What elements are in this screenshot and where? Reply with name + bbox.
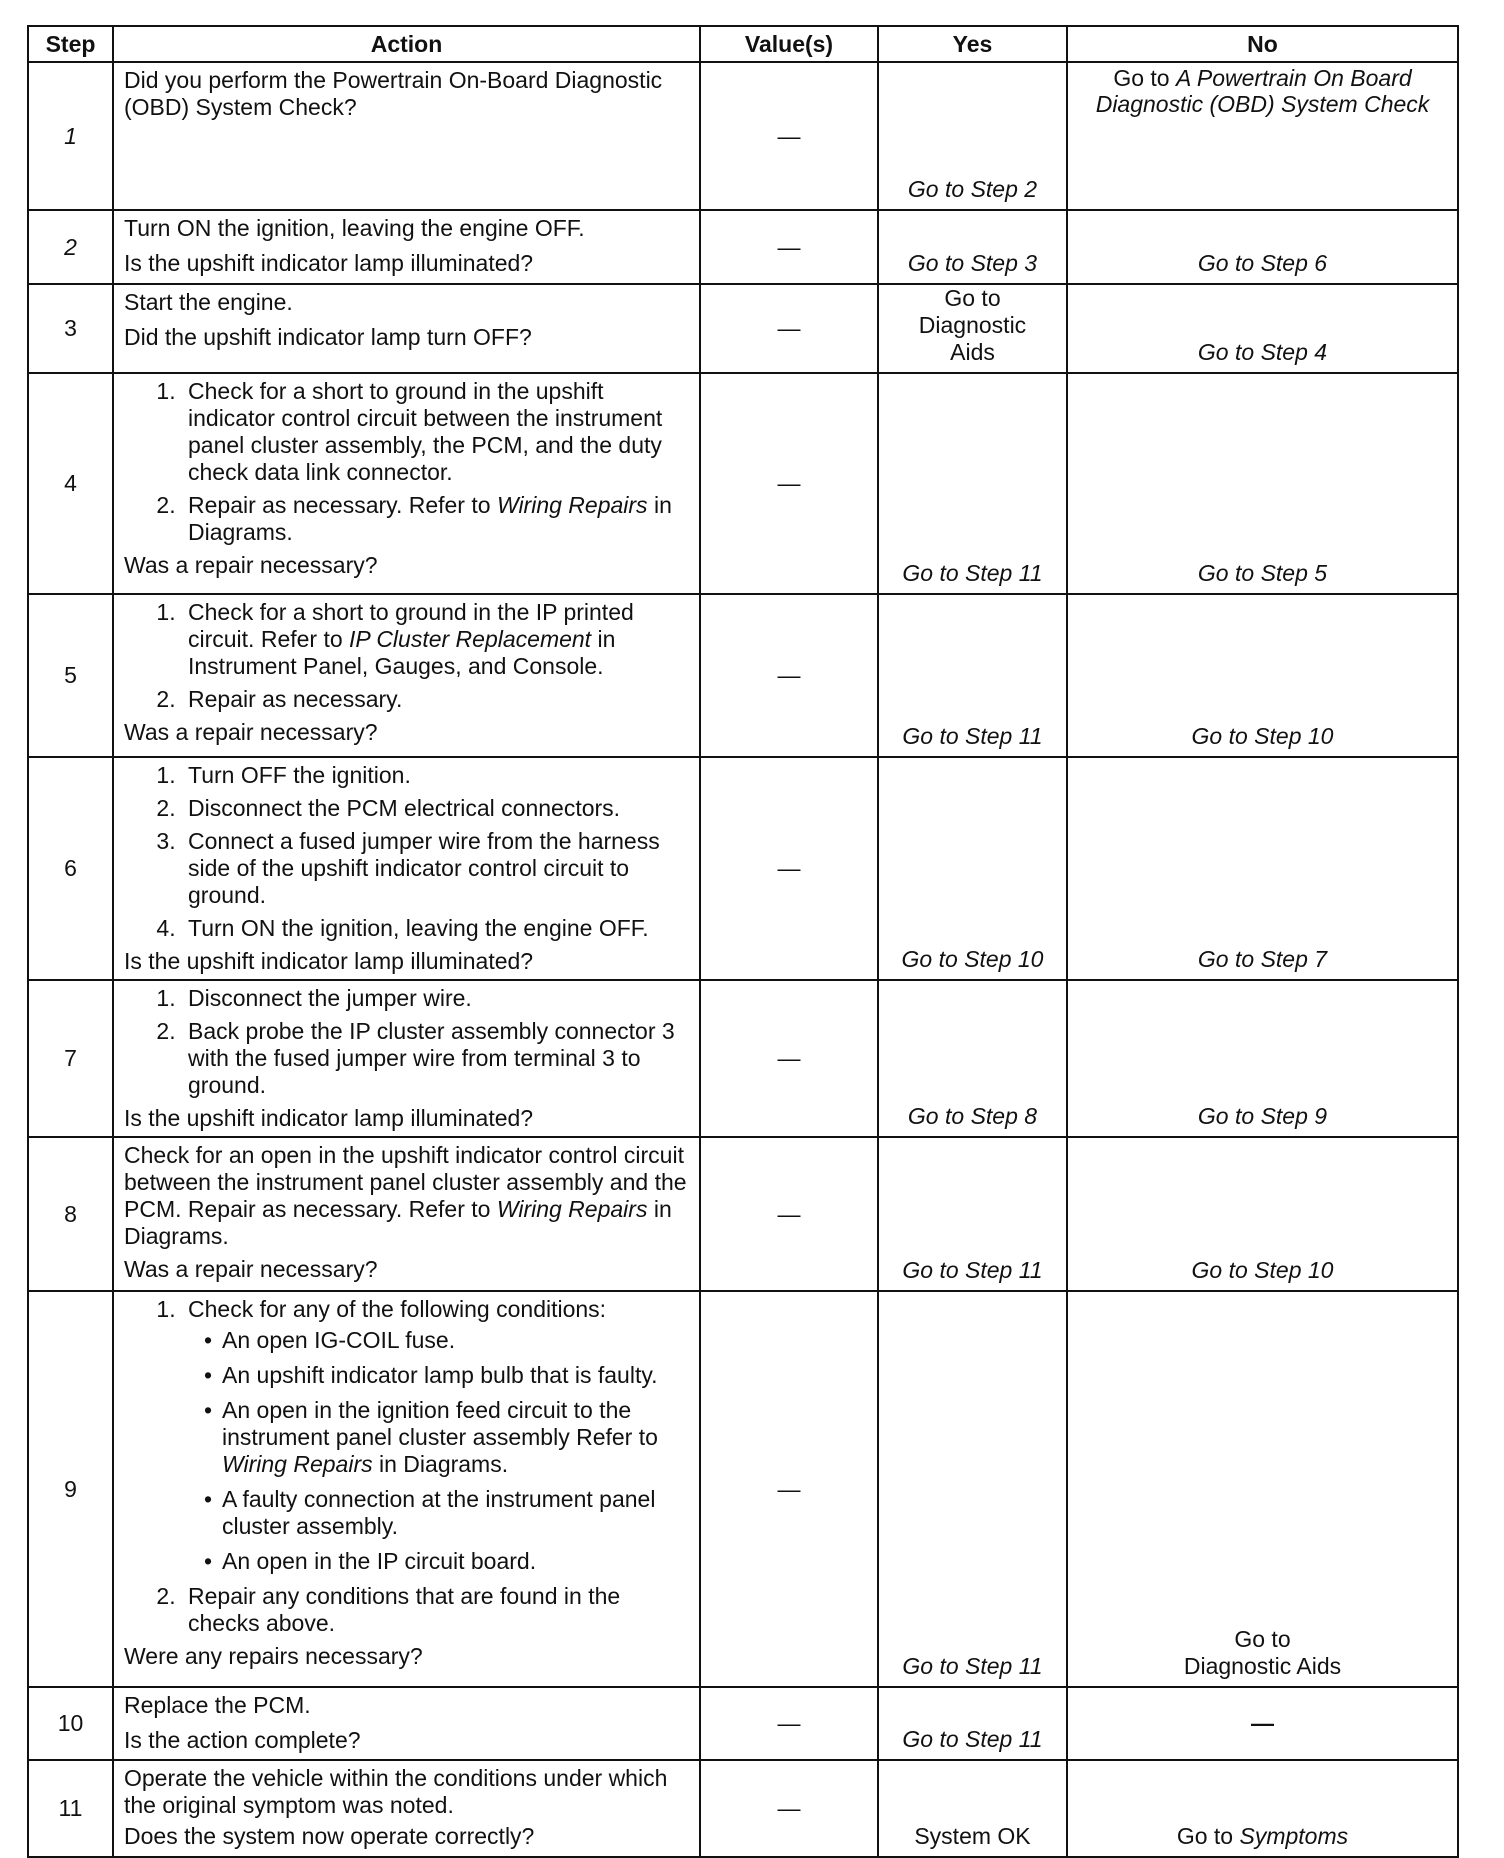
reference-link: Wiring Repairs [496, 492, 648, 518]
action-step: 3. Connect a fused jumper wire from the harness side of the upshift indicator control circuit to ground. [182, 828, 689, 909]
list-item: • An upshift indicator lamp bulb that is faulty. [222, 1362, 689, 1389]
table-row [28, 1760, 1458, 1857]
table-row [28, 980, 1458, 1137]
yes-cell: System OK [878, 1760, 1067, 1857]
no-cell: Go to Step 5 [1067, 373, 1458, 594]
action-steps [124, 378, 689, 546]
header-yes: Yes [878, 26, 1067, 62]
action-steps [124, 985, 689, 1099]
action-step: 2. Repair as necessary. Refer to Wiring Repairs in Diagrams. [182, 492, 689, 546]
action-question: Is the action complete? [124, 1727, 361, 1753]
header-row [28, 26, 1458, 62]
yes-cell: Go to Step 11 [878, 1137, 1067, 1291]
step-number: 3 [28, 284, 113, 373]
no-reference: Symptoms [1239, 1823, 1349, 1849]
action-steps [124, 599, 689, 713]
table-row [28, 62, 1458, 210]
header-step: Step [28, 26, 113, 62]
no-cell: — [1067, 1687, 1458, 1760]
action-question: Was a repair necessary? [124, 1256, 378, 1282]
step-number: 1 [28, 62, 113, 210]
reference-link: Wiring Repairs [222, 1451, 373, 1477]
no-cell: Go to Step 4 [1067, 284, 1458, 373]
yes-cell: Go to Step 10 [878, 757, 1067, 980]
value-cell: — [700, 284, 878, 373]
condition-list [188, 1327, 689, 1575]
list-item: • A faulty connection at the instrument panel cluster assembly. [222, 1486, 689, 1540]
header-action: Action [113, 26, 700, 62]
action-step: 1. Disconnect the jumper wire. [182, 985, 689, 1012]
action-cell [113, 373, 700, 594]
action-step: 1. Turn OFF the ignition. [182, 762, 689, 789]
value-cell: — [700, 1291, 878, 1687]
action-text: Operate the vehicle within the conditions under which the original symptom was noted. [124, 1765, 668, 1818]
reference-link: IP Cluster Replacement [349, 626, 592, 652]
yes-cell: Go to Step 11 [878, 594, 1067, 757]
action-step: 2. Repair any conditions that are found in the checks above. [182, 1583, 689, 1637]
yes-cell: Go to Diagnostic Aids [878, 284, 1067, 373]
action-question: Is the upshift indicator lamp illuminated? [124, 948, 534, 974]
table-row [28, 284, 1458, 373]
no-cell [1067, 1760, 1458, 1857]
table-row [28, 1687, 1458, 1760]
value-cell: — [700, 980, 878, 1137]
diagnostic-table [27, 25, 1459, 1858]
action-question: Is the upshift indicator lamp illuminated? [124, 1105, 534, 1131]
step-number: 6 [28, 757, 113, 980]
diagnostic-table-page [27, 25, 1457, 1858]
action-steps [124, 1296, 689, 1637]
yes-cell: Go to Step 2 [878, 62, 1067, 210]
table-row [28, 373, 1458, 594]
yes-cell: Go to Step 8 [878, 980, 1067, 1137]
action-text: Replace the PCM. [124, 1692, 311, 1718]
action-cell [113, 1760, 700, 1857]
action-step: 2. Disconnect the PCM electrical connectors. [182, 795, 689, 822]
step-number: 9 [28, 1291, 113, 1687]
step-number: 5 [28, 594, 113, 757]
action-question: Does the system now operate correctly? [124, 1823, 535, 1849]
value-cell: — [700, 1760, 878, 1857]
table-row [28, 757, 1458, 980]
action-text: Check for an open in the upshift indicator control circuit between the instrument panel cluster assembly and the PCM. Repair as necessary. Refer to Wiring Repairs in Diagrams. [124, 1142, 687, 1249]
action-cell [113, 62, 700, 210]
action-cell [113, 1687, 700, 1760]
action-cell [113, 980, 700, 1137]
yes-cell: Go to Step 11 [878, 1687, 1067, 1760]
step-number: 2 [28, 210, 113, 284]
action-question: Did the upshift indicator lamp turn OFF? [124, 324, 532, 350]
action-cell [113, 594, 700, 757]
list-item: • An open IG-COIL fuse. [222, 1327, 689, 1354]
header-values: Value(s) [700, 26, 878, 62]
action-cell [113, 1137, 700, 1291]
table-row [28, 1291, 1458, 1687]
action-cell [113, 210, 700, 284]
no-cell: Go to Diagnostic Aids [1067, 1291, 1458, 1687]
action-step: 2. Repair as necessary. [182, 686, 689, 713]
list-item: • An open in the IP circuit board. [222, 1548, 689, 1575]
action-text: Turn ON the ignition, leaving the engine OFF. [124, 215, 585, 241]
action-cell [113, 1291, 700, 1687]
yes-cell: Go to Step 11 [878, 373, 1067, 594]
no-cell: Go to Step 10 [1067, 594, 1458, 757]
no-cell: Go to Step 6 [1067, 210, 1458, 284]
table-row [28, 210, 1458, 284]
action-step: 4. Turn ON the ignition, leaving the engine OFF. [182, 915, 689, 942]
value-cell: — [700, 62, 878, 210]
step-number: 10 [28, 1687, 113, 1760]
no-prefix: Go to [1176, 1823, 1240, 1849]
reference-link: Wiring Repairs [496, 1196, 648, 1222]
step-number: 11 [28, 1760, 113, 1857]
yes-cell: Go to Step 3 [878, 210, 1067, 284]
action-question: Was a repair necessary? [124, 552, 378, 578]
step-number: 7 [28, 980, 113, 1137]
value-cell: — [700, 210, 878, 284]
no-reference: A Powertrain On Board Diagnostic (OBD) System Check [1095, 65, 1430, 117]
value-cell: — [700, 1687, 878, 1760]
step-number: 8 [28, 1137, 113, 1291]
table-row [28, 594, 1458, 757]
step-number: 4 [28, 373, 113, 594]
no-cell: Go to Step 10 [1067, 1137, 1458, 1291]
no-prefix: Go to [1113, 65, 1176, 91]
no-cell [1067, 62, 1458, 210]
value-cell: — [700, 757, 878, 980]
action-question: Was a repair necessary? [124, 719, 378, 745]
value-cell: — [700, 1137, 878, 1291]
no-cell: Go to Step 9 [1067, 980, 1458, 1137]
yes-cell: Go to Step 11 [878, 1291, 1067, 1687]
action-question: Is the upshift indicator lamp illuminated? [124, 250, 534, 276]
table-row [28, 1137, 1458, 1291]
action-cell [113, 284, 700, 373]
list-item: • An open in the ignition feed circuit to the instrument panel cluster assembly Refer to Wiring Repairs in Diagrams. [222, 1397, 689, 1478]
action-step: 1. Check for any of the following conditions: • An open IG-COIL fuse. • An upshift indicator lamp bulb that is faulty. • An open in the ignition feed circuit to the instrument panel cluster assembly Refer to Wiring Repairs in Diagrams. • A faulty connection at the instrument panel cluster assembly. • An open in the IP circuit board. [182, 1296, 689, 1575]
action-step: 2. Back probe the IP cluster assembly connector 3 with the fused jumper wire from terminal 3 to ground. [182, 1018, 689, 1099]
action-text: Did you perform the Powertrain On-Board Diagnostic (OBD) System Check? [124, 67, 663, 120]
action-steps [124, 762, 689, 942]
action-cell [113, 757, 700, 980]
value-cell: — [700, 594, 878, 757]
header-no: No [1067, 26, 1458, 62]
action-step: 1. Check for a short to ground in the upshift indicator control circuit between the instrument panel cluster assembly, the PCM, and the duty check data link connector. [182, 378, 689, 486]
action-text: Start the engine. [124, 289, 293, 315]
no-cell: Go to Step 7 [1067, 757, 1458, 980]
action-question: Were any repairs necessary? [124, 1643, 423, 1669]
action-step: 1. Check for a short to ground in the IP printed circuit. Refer to IP Cluster Replacement in Instrument Panel, Gauges, and Console. [182, 599, 689, 680]
value-cell: — [700, 373, 878, 594]
